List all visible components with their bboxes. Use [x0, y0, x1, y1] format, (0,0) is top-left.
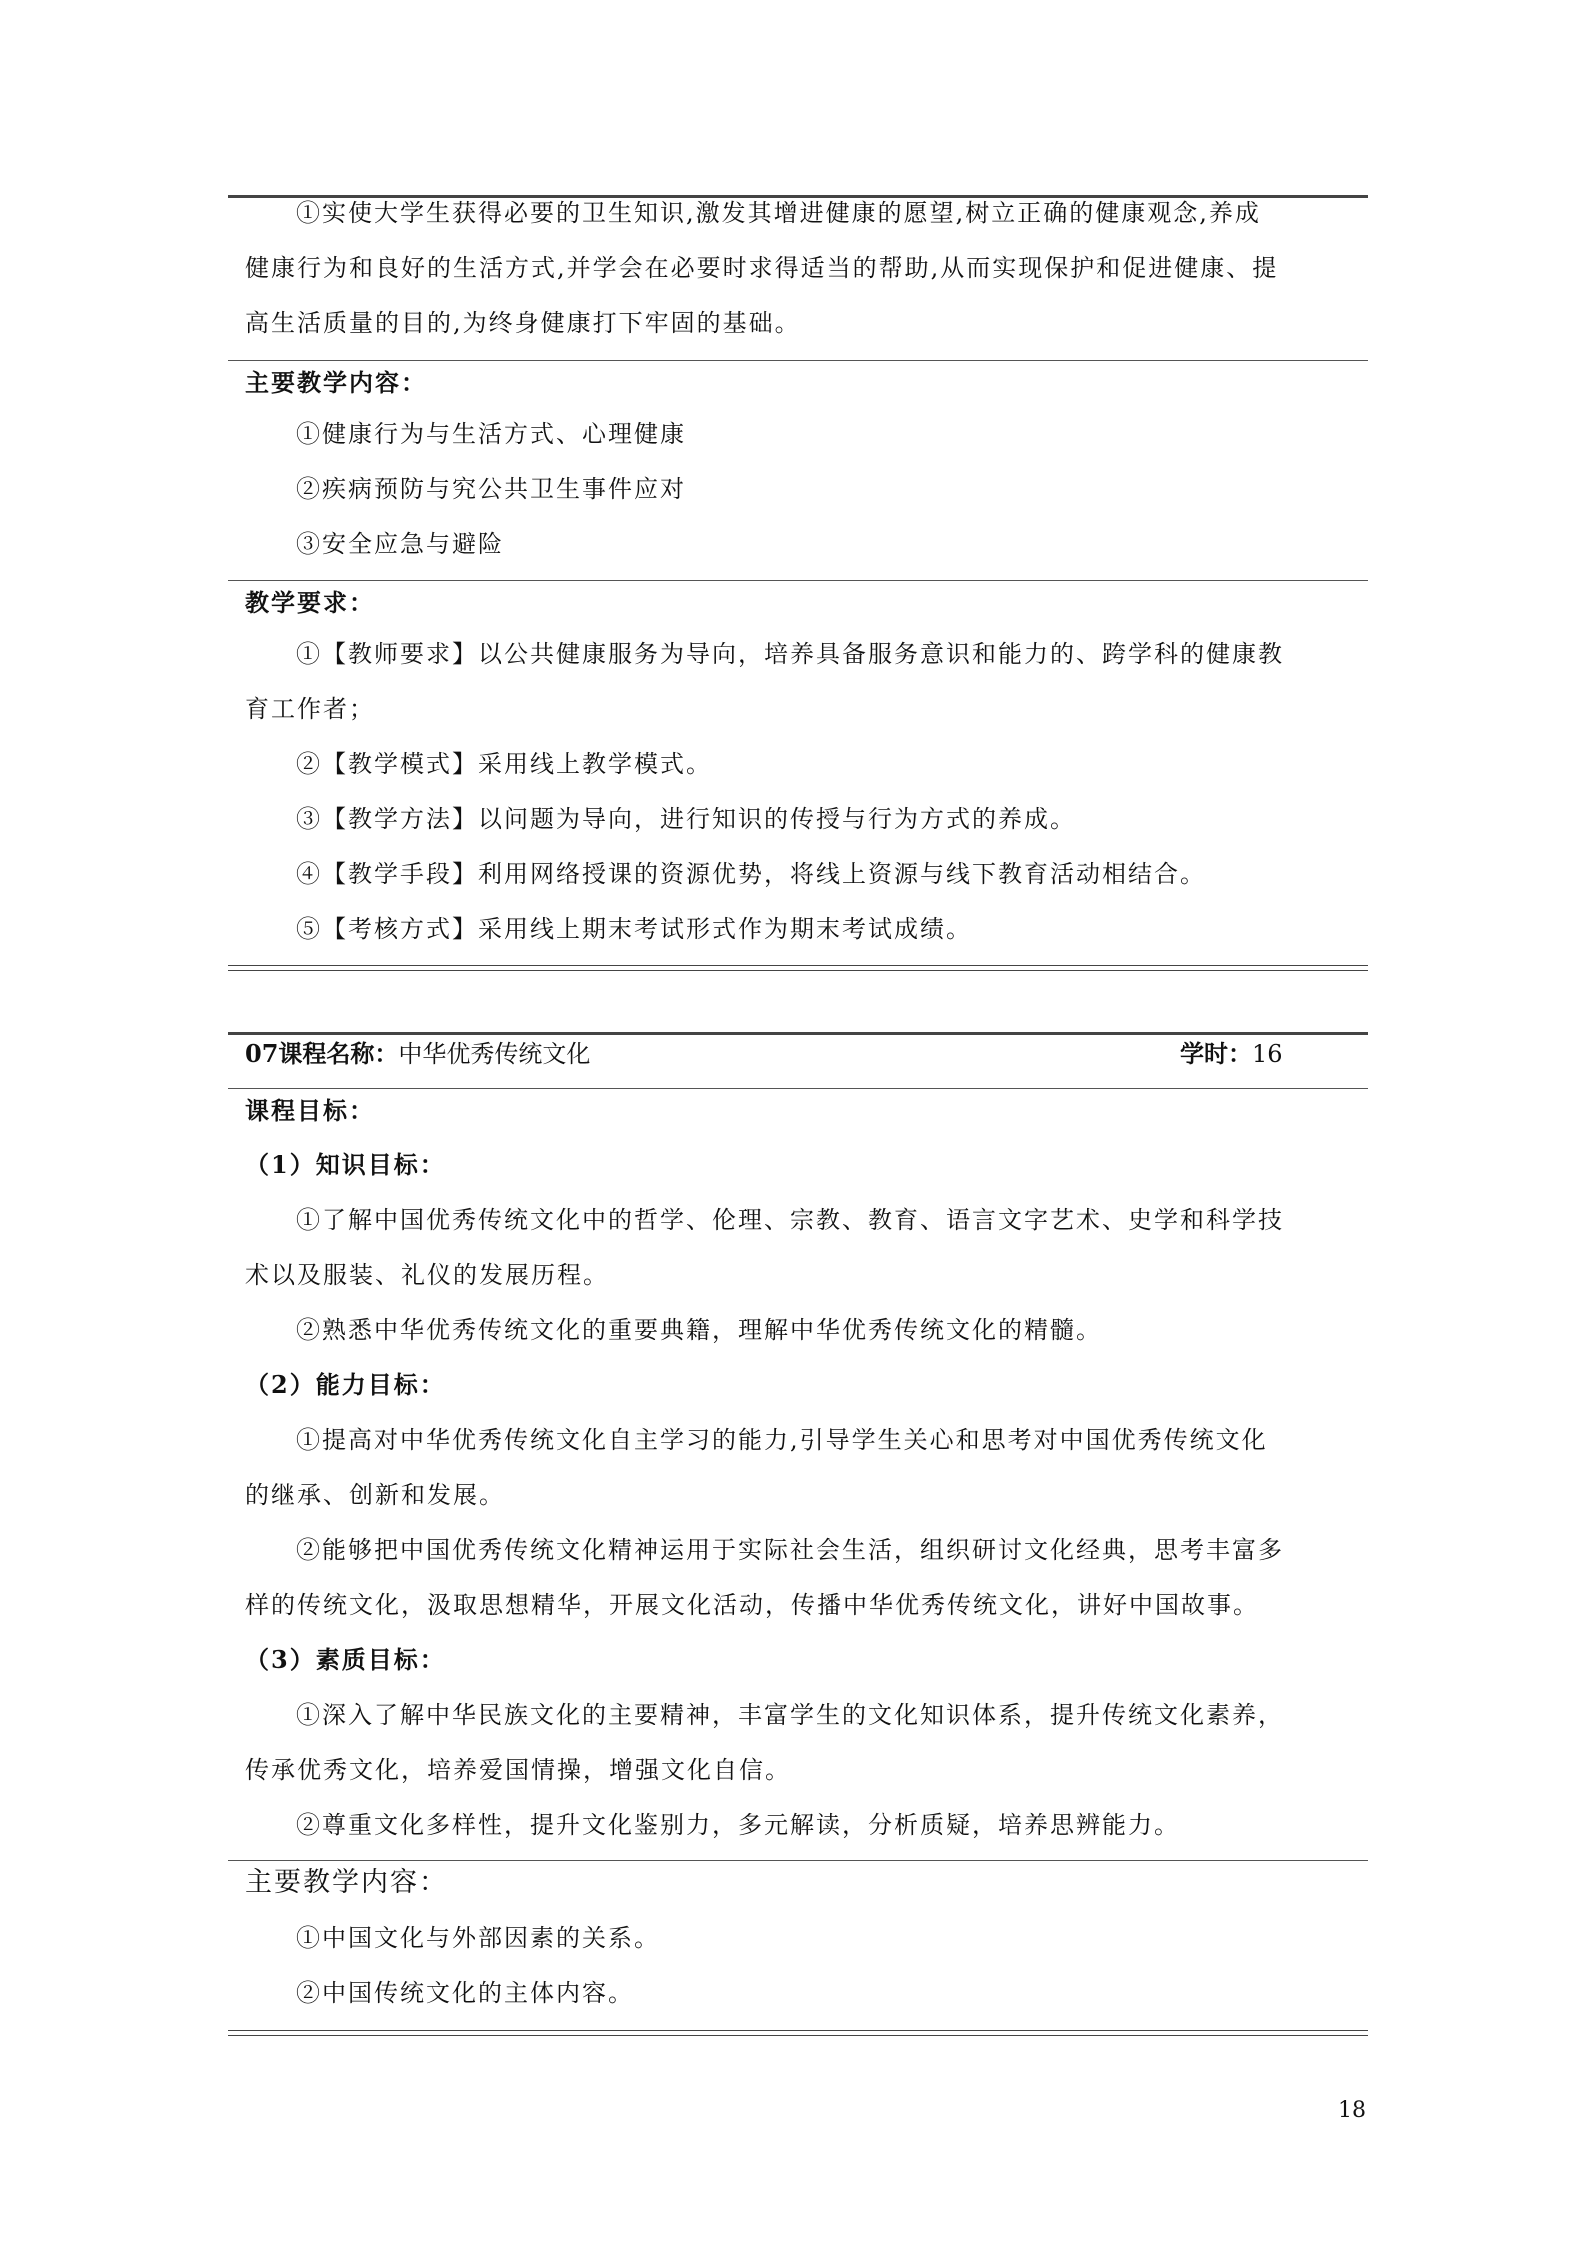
content-item-1: ①健康行为与生活方式、心理健康	[296, 420, 686, 448]
table-bottom-rule	[228, 2030, 1368, 2036]
content-item-2: ②疾病预防与究公共卫生事件应对	[296, 475, 686, 503]
quality-heading: （3）素质目标：	[245, 1645, 446, 1674]
requirement-line-3: ②【教学模式】采用线上教学模式。	[296, 750, 712, 778]
quality-line-3: ②尊重文化多样性，提升文化鉴别力，多元解读，分析质疑，培养思辨能力。	[296, 1811, 1180, 1839]
requirement-line-5: ④【教学手段】利用网络授课的资源优势，将线上资源与线下教育活动相结合。	[296, 860, 1206, 888]
requirement-line-1: ①【教师要求】以公共健康服务为导向，培养具备服务意识和能力的、跨学科的健康教	[296, 640, 1284, 668]
requirement-line-4: ③【教学方法】以问题为导向，进行知识的传授与行为方式的养成。	[296, 805, 1076, 833]
table-bottom-rule	[228, 965, 1368, 971]
row-divider	[228, 360, 1368, 361]
quality-line-2: 传承优秀文化，培养爱国情操，增强文化自信。	[245, 1756, 791, 1784]
table-top-rule	[228, 1032, 1368, 1035]
hours-label: 学时：	[1180, 1039, 1252, 1068]
content-item-3: ③安全应急与避险	[296, 530, 504, 558]
content-item-1: ①中国文化与外部因素的关系。	[296, 1924, 660, 1952]
row-divider	[228, 580, 1368, 581]
ability-line-3: ②能够把中国优秀传统文化精神运用于实际社会生活，组织研讨文化经典，思考丰富多	[296, 1536, 1284, 1564]
hours-value: 16	[1252, 1040, 1283, 1068]
page-number: 18	[1338, 2098, 1366, 2123]
row-divider	[228, 1860, 1368, 1861]
ability-line-4: 样的传统文化，汲取思想精华，开展文化活动，传播中华优秀传统文化，讲好中国故事。	[245, 1591, 1259, 1619]
objective-line-2: 健康行为和良好的生活方式,并学会在必要时求得适当的帮助,从而实现保护和促进健康、提	[245, 254, 1279, 282]
requirement-line-6: ⑤【考核方式】采用线上期末考试形式作为期末考试成绩。	[296, 915, 972, 943]
content-heading: 主要教学内容：	[245, 1867, 448, 1898]
content-heading: 主要教学内容：	[245, 368, 427, 397]
content-item-2: ②中国传统文化的主体内容。	[296, 1979, 634, 2007]
ability-heading: （2）能力目标：	[245, 1370, 446, 1399]
course-hours	[1180, 1039, 1283, 1069]
knowledge-line-2: 术以及服装、礼仪的发展历程。	[245, 1261, 609, 1289]
objective-line-3: 高生活质量的目的,为终身健康打下牢固的基础。	[245, 309, 801, 337]
knowledge-line-3: ②熟悉中华优秀传统文化的重要典籍，理解中华优秀传统文化的精髓。	[296, 1316, 1102, 1344]
quality-line-1: ①深入了解中华民族文化的主要精神，丰富学生的文化知识体系，提升传统文化素养，	[296, 1701, 1284, 1729]
goal-heading: 课程目标：	[245, 1096, 375, 1125]
knowledge-line-1: ①了解中国优秀传统文化中的哲学、伦理、宗教、教育、语言文字艺术、史学和科学技	[296, 1206, 1284, 1234]
course-name-value: 中华优秀传统文化	[398, 1040, 591, 1068]
course-name-label: 07课程名称：	[245, 1039, 399, 1068]
ability-line-2: 的继承、创新和发展。	[245, 1481, 505, 1509]
row-divider	[228, 1088, 1368, 1089]
ability-line-1: ①提高对中华优秀传统文化自主学习的能力,引导学生关心和思考对中国优秀传统文化	[296, 1426, 1268, 1454]
objective-line-1: ①实使大学生获得必要的卫生知识,激发其增进健康的愿望,树立正确的健康观念,养成	[296, 199, 1261, 227]
requirements-heading: 教学要求：	[245, 588, 375, 617]
knowledge-heading: （1）知识目标：	[245, 1150, 446, 1179]
course-header-row	[245, 1039, 1350, 1069]
requirement-line-2: 育工作者；	[245, 695, 375, 723]
